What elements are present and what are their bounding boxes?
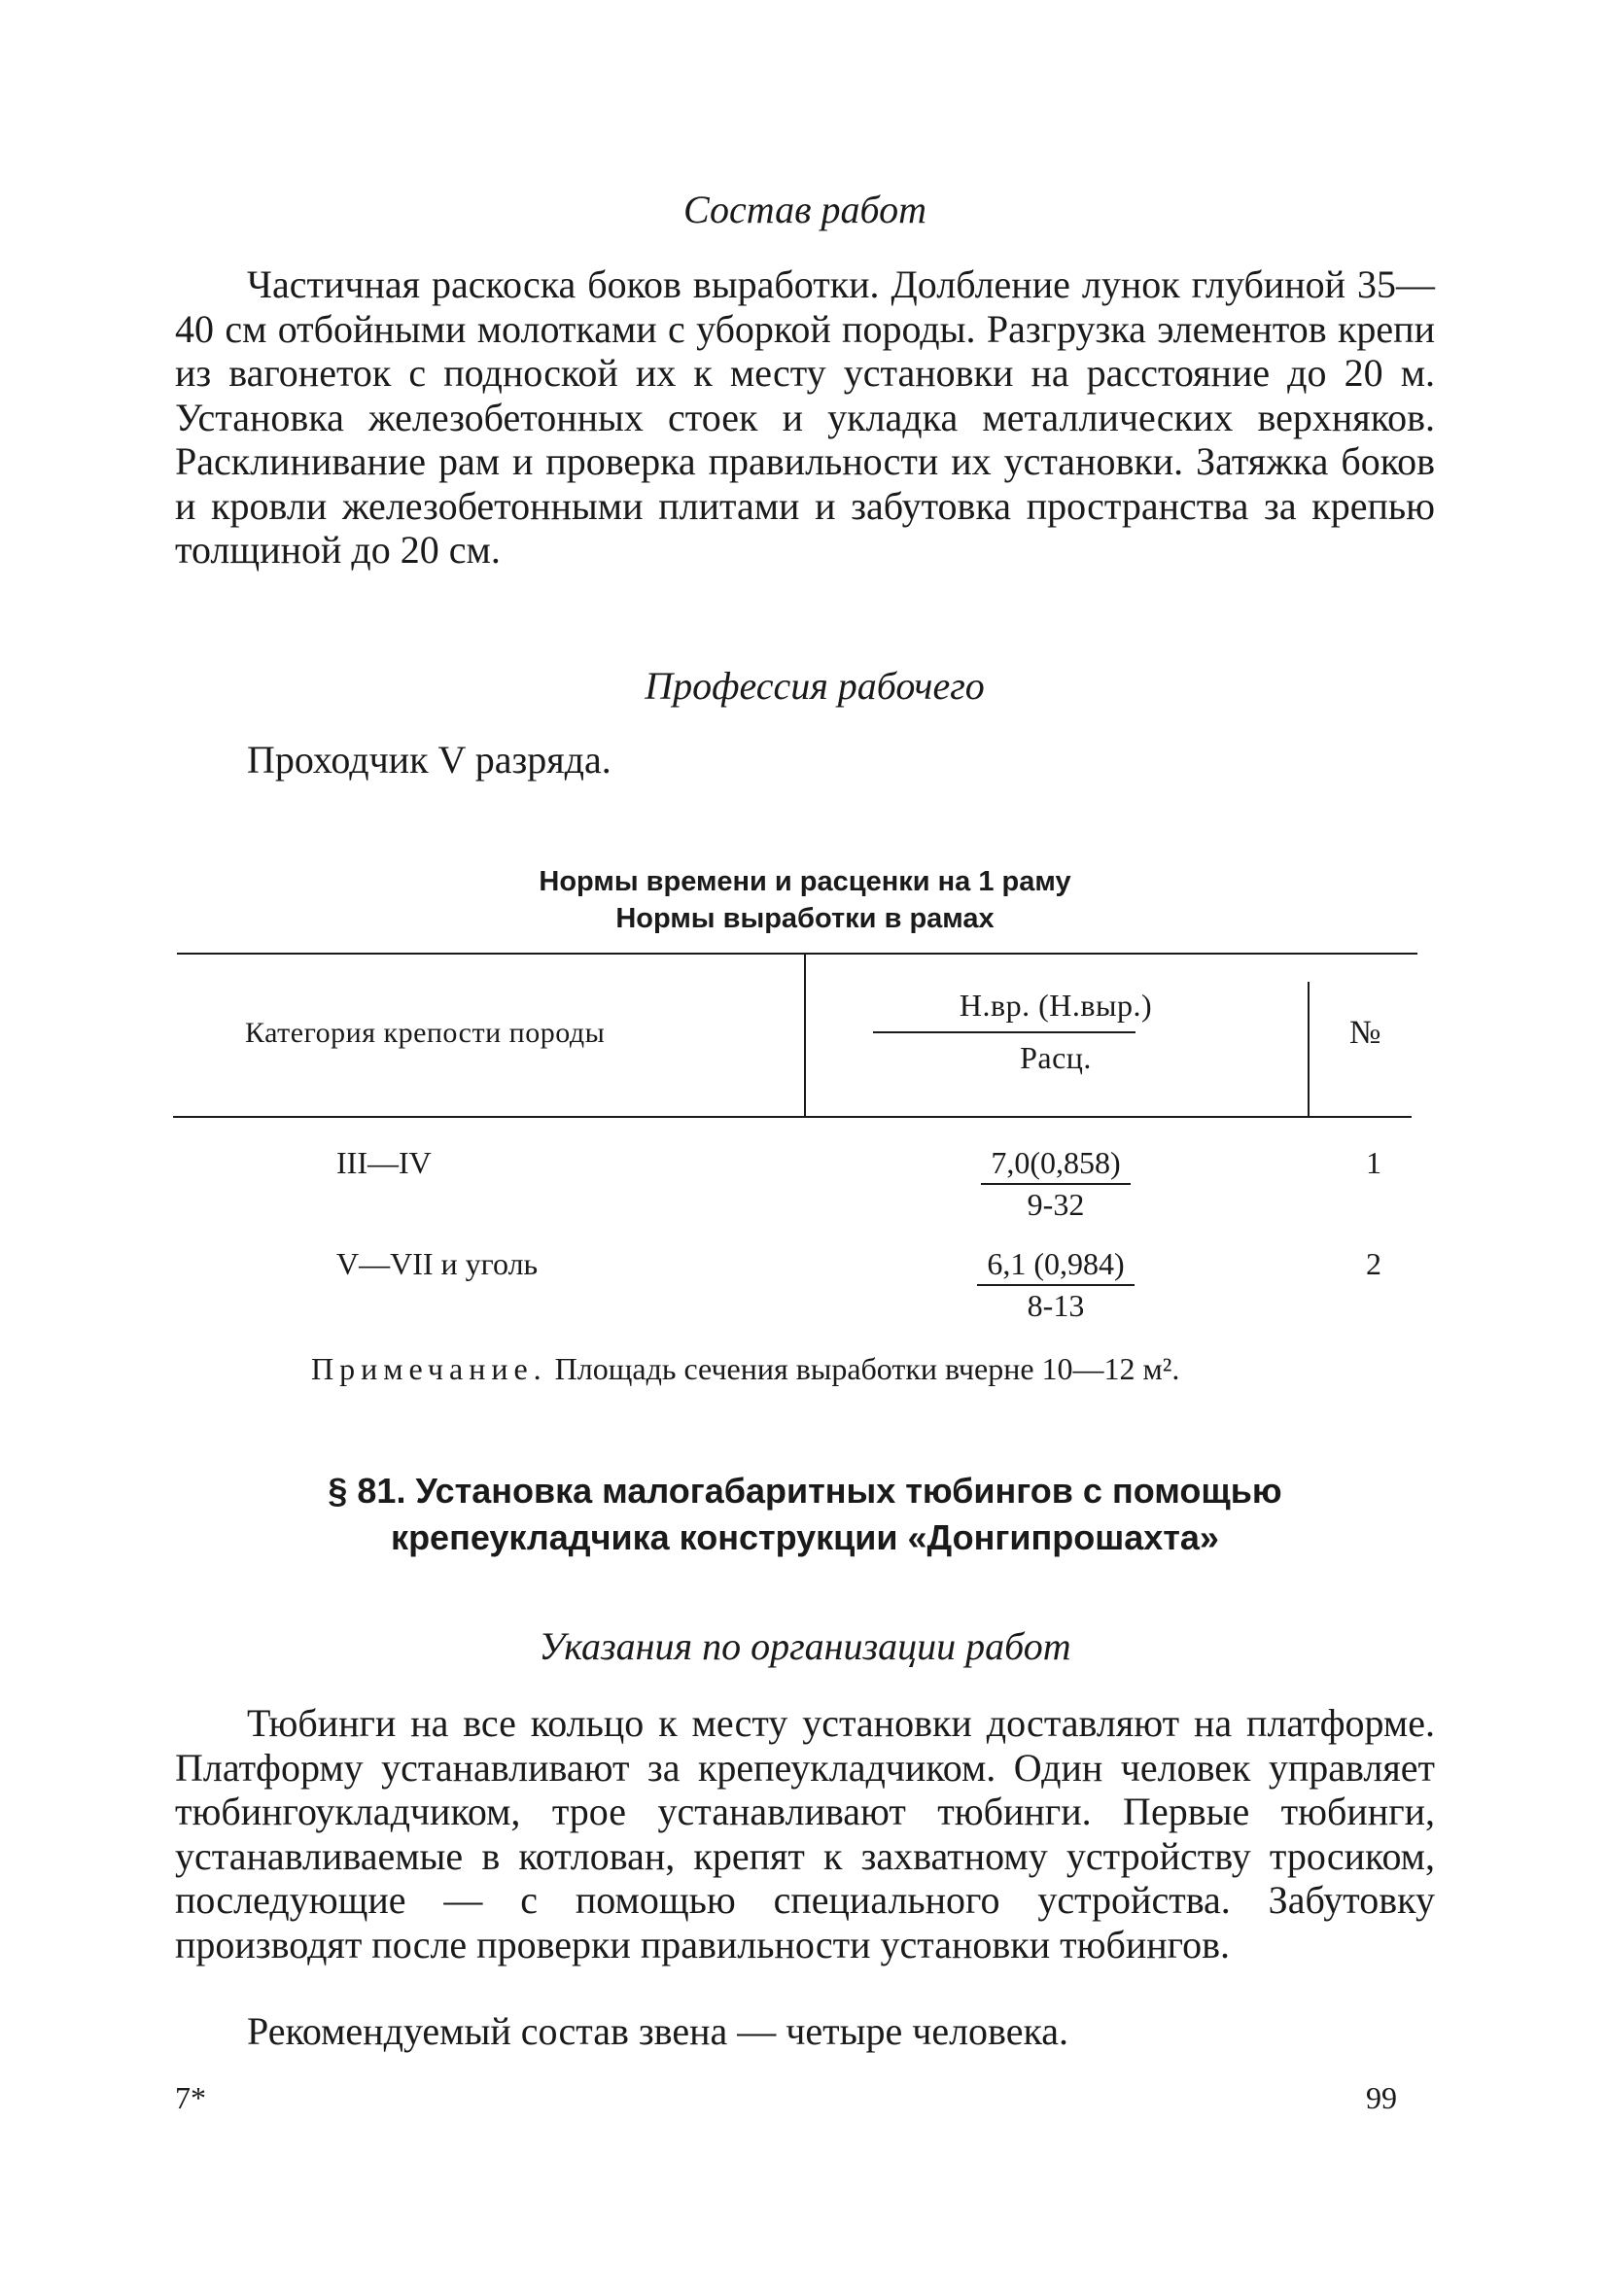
profession-paragraph: Проходчик V разряда.	[247, 738, 611, 782]
organization-paragraph: Тюбинги на все кольцо к месту установки доставляют на платформе. Платформу устанавливают за крепеукладчиком. Один человек управляет тюбингоукладчиком, трое устанавливают тюбинги. Первые тюбинги, устанавливаемые в котлован, крепят к захватному устройству тросиком, последующие — с помощью специального устройства. Забутовку производят после проверки правильности установки тюбингов.	[175, 1701, 1435, 1966]
header-norm-denominator: Расц.	[1020, 1040, 1092, 1075]
header-fraction-bar	[873, 1031, 1135, 1033]
table-caption	[175, 863, 1435, 937]
row-2-price: 8-13	[1027, 1288, 1085, 1323]
header-bottom-rule	[173, 1116, 1412, 1118]
table-note	[311, 1351, 1435, 1387]
profession-heading: Профессия рабочего	[645, 664, 985, 708]
page-number: 99	[1366, 2080, 1397, 2115]
row-1-price: 9-32	[1027, 1187, 1085, 1222]
row-2-number: 2	[1366, 1246, 1381, 1281]
row-1-norm-fraction	[807, 1145, 1305, 1223]
row-1-norm: 7,0(0,858)	[981, 1145, 1130, 1185]
table-caption-line-1: Нормы времени и расценки на 1 раму	[539, 866, 1071, 897]
crew-paragraph: Рекомендуемый состав звена — четыре человека.	[247, 2009, 1069, 2053]
header-divider-right	[1308, 982, 1310, 1116]
note-label: Примечание.	[311, 1351, 547, 1386]
header-norm-numerator: Н.вр. (Н.выр.)	[959, 988, 1153, 1023]
row-2-category: V—VII и уголь	[336, 1246, 539, 1281]
row-2-norm-fraction	[807, 1246, 1305, 1324]
table-top-rule	[177, 953, 1417, 955]
row-1-category: III—IV	[336, 1145, 432, 1180]
table-caption-line-2: Нормы выработки в рамах	[615, 903, 995, 934]
section-81-title	[175, 1468, 1435, 1561]
section-81-title-line-2: крепеукладчика конструкции «Донгипрошахта»	[391, 1517, 1219, 1557]
composition-paragraph: Частичная раскоска боков выработки. Долбление лунок глубиной 35—40 см отбойными молотками с уборкой породы. Разгрузка элементов крепи из вагонеток с подноской их к месту установки на расстояние до 20 м. Установка железобетонных стоек и укладка металлических верхняков. Расклинивание рам и проверка правильности их установки. Затяжка боков и кровли железобетонными плитами и забутовка пространства за крепью толщиной до 20 см.	[175, 262, 1435, 572]
signature-mark: 7*	[175, 2080, 206, 2115]
section-81-title-line-1: § 81. Установка малогабаритных тюбингов с помощью	[328, 1471, 1282, 1511]
organization-heading: Указания по организации работ	[539, 1624, 1071, 1668]
header-category: Категория крепости породы	[245, 1017, 606, 1049]
note-text: Площадь сечения выработки вчерне 10—12 м².	[554, 1351, 1180, 1386]
row-2-norm: 6,1 (0,984)	[977, 1246, 1134, 1286]
composition-heading: Состав работ	[683, 188, 926, 231]
header-divider-left	[804, 955, 806, 1116]
header-number: №	[1349, 1015, 1381, 1051]
row-1-number: 1	[1366, 1145, 1381, 1180]
